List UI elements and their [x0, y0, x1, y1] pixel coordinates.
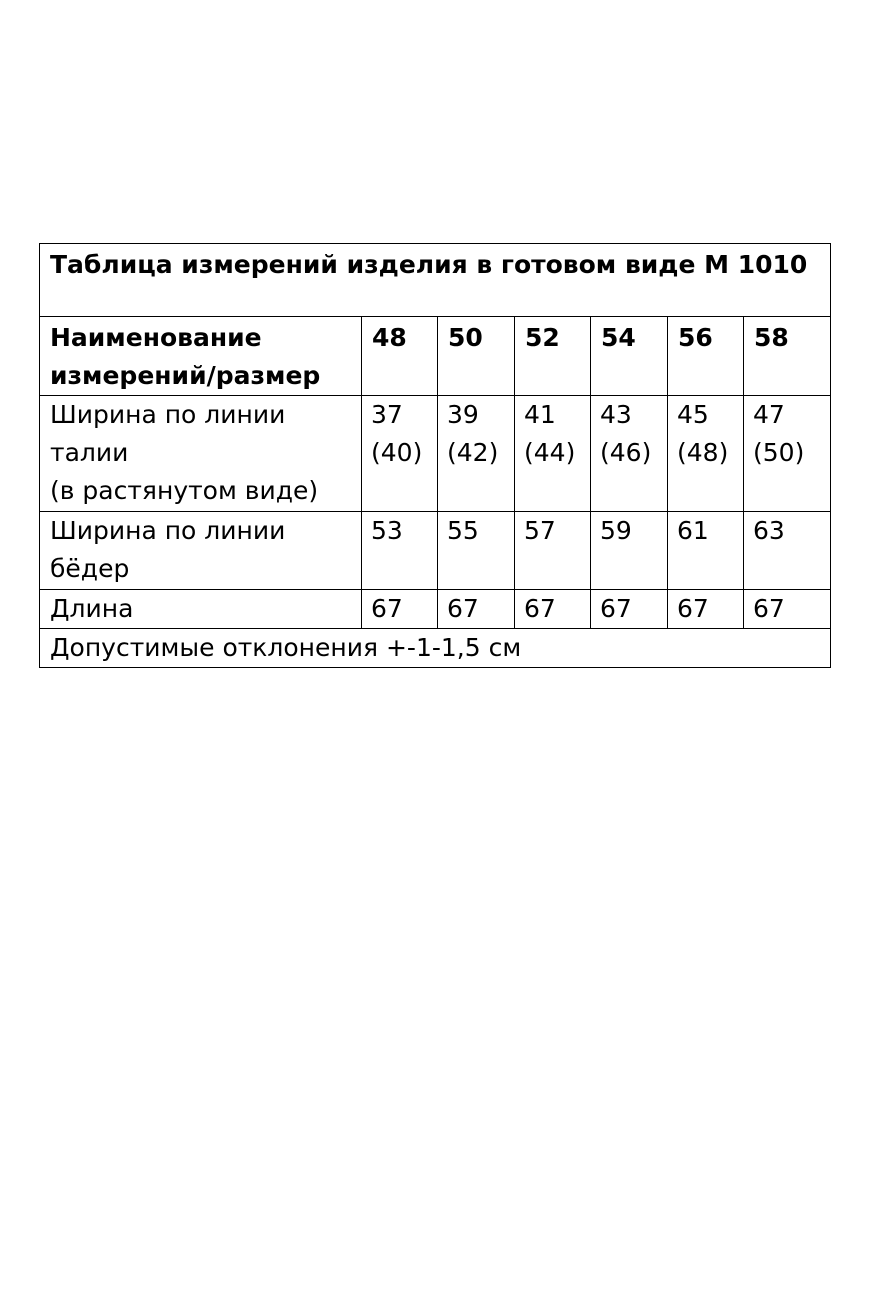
row-label: Длина	[40, 590, 362, 629]
table-row	[40, 396, 831, 512]
row-label: Ширина по линии талии (в растянутом виде)	[40, 396, 362, 512]
table-row	[40, 512, 831, 590]
note-row	[40, 629, 831, 668]
row-value: 39 (42)	[438, 396, 515, 512]
tolerance-note: Допустимые отклонения +-1-1,5 см	[40, 629, 831, 668]
row-value: 57	[515, 512, 591, 590]
row-value: 45 (48)	[668, 396, 744, 512]
row-value: 67	[362, 590, 438, 629]
size-header: 52	[515, 317, 591, 396]
size-header: 50	[438, 317, 515, 396]
measurement-table	[39, 243, 831, 668]
row-value: 55	[438, 512, 515, 590]
row-value: 67	[744, 590, 831, 629]
size-header: 58	[744, 317, 831, 396]
row-value: 37 (40)	[362, 396, 438, 512]
row-value: 61	[668, 512, 744, 590]
row-value: 67	[515, 590, 591, 629]
row-value: 67	[668, 590, 744, 629]
row-value: 63	[744, 512, 831, 590]
row-value: 53	[362, 512, 438, 590]
table-row	[40, 590, 831, 629]
row-value: 43 (46)	[591, 396, 668, 512]
size-header: 54	[591, 317, 668, 396]
table-title: Таблица измерений изделия в готовом виде М 1010	[40, 244, 831, 317]
header-label: Наименование измерений/размер	[40, 317, 362, 396]
row-label: Ширина по линии бёдер	[40, 512, 362, 590]
size-header: 56	[668, 317, 744, 396]
row-value: 47 (50)	[744, 396, 831, 512]
title-row	[40, 244, 831, 317]
row-value: 67	[591, 590, 668, 629]
row-value: 67	[438, 590, 515, 629]
size-header: 48	[362, 317, 438, 396]
header-row	[40, 317, 831, 396]
row-value: 59	[591, 512, 668, 590]
row-value: 41 (44)	[515, 396, 591, 512]
